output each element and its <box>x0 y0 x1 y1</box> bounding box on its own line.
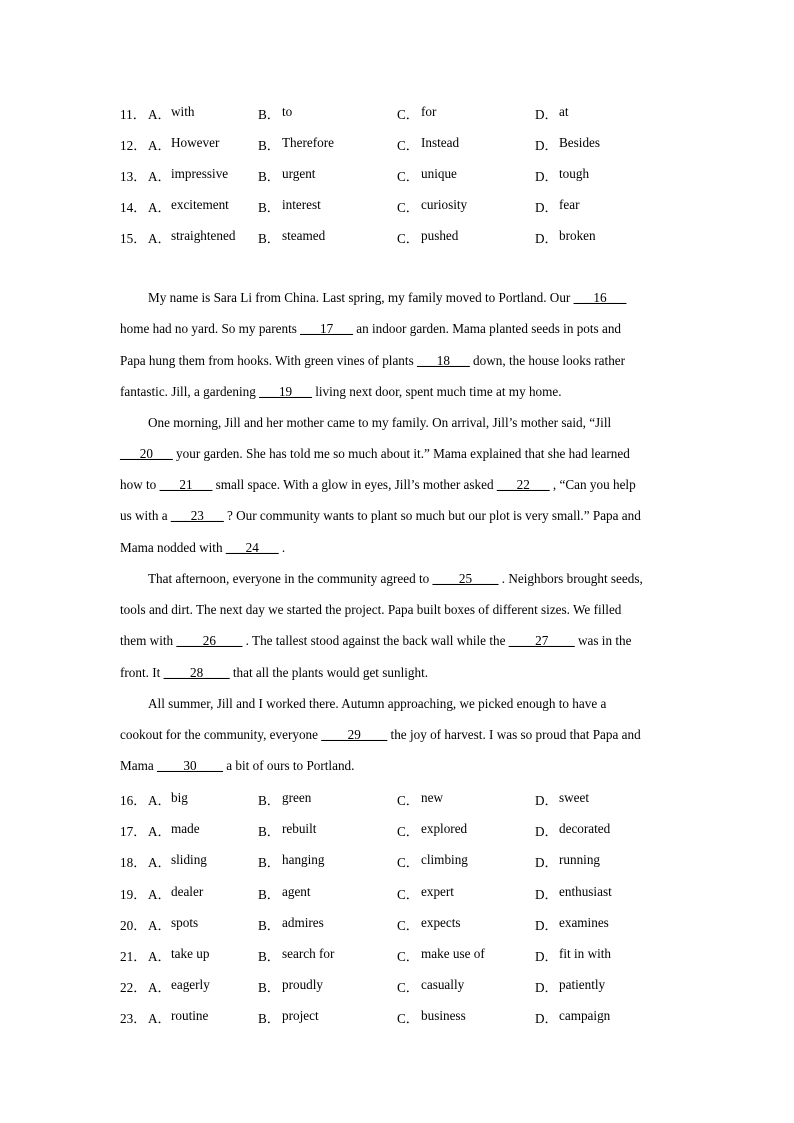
option-b: interest <box>282 197 321 212</box>
option-a: take up <box>171 946 210 961</box>
option-label: C． <box>397 918 419 933</box>
passage-text: them with <box>120 633 177 648</box>
question-number: 18． <box>120 855 147 870</box>
option-a: impressive <box>171 166 229 181</box>
passage-line <box>120 321 680 341</box>
option-b: admires <box>282 915 324 930</box>
option-b: search for <box>282 946 335 961</box>
option-label: A． <box>148 107 171 122</box>
option-label: A． <box>148 231 171 246</box>
option-d: Besides <box>559 135 601 150</box>
option-d: fear <box>559 197 580 212</box>
option-b: rebuilt <box>282 821 317 836</box>
option-b: proudly <box>282 977 324 992</box>
passage-text: your garden. She has told me so much about it.” Mama explained that she had learned <box>172 446 630 461</box>
option-label: C． <box>397 169 419 184</box>
option-label: D． <box>535 200 558 215</box>
passage-text: Papa hung them from hooks. With green vines of plants <box>120 353 417 368</box>
blank-24: ___24___ <box>225 540 279 555</box>
option-label: A． <box>148 169 171 184</box>
option-a: sliding <box>171 852 207 867</box>
passage-text: living next door, spent much time at my home. <box>311 384 562 399</box>
passage-text: , “Can you help <box>549 477 636 492</box>
passage-line <box>120 446 680 466</box>
option-b: urgent <box>282 166 316 181</box>
option-label: C． <box>397 1011 419 1026</box>
option-label: B． <box>258 1011 280 1026</box>
option-label: D． <box>535 107 558 122</box>
question-row <box>0 166 794 186</box>
option-label: B． <box>258 824 280 839</box>
passage-text: . The tallest stood against the back wall while the <box>242 633 509 648</box>
passage-text: One morning, Jill and her mother came to my family. On arrival, Jill’s mother said, “Jill <box>148 415 612 430</box>
question-number: 12． <box>120 138 147 153</box>
option-label: C． <box>397 793 419 808</box>
passage-line <box>120 508 680 528</box>
blank-28: ____28____ <box>163 665 230 680</box>
question-number: 13． <box>120 169 147 184</box>
option-a: straightened <box>171 228 236 243</box>
option-label: D． <box>535 231 558 246</box>
option-label: B． <box>258 169 280 184</box>
option-d: sweet <box>559 790 590 805</box>
question-number: 22． <box>120 980 147 995</box>
option-b: steamed <box>282 228 326 243</box>
option-label: D． <box>535 793 558 808</box>
option-d: enthusiast <box>559 884 612 899</box>
passage-text: small space. With a glow in eyes, Jill’s mother asked <box>212 477 497 492</box>
passage-line <box>148 415 680 435</box>
question-row <box>0 852 794 872</box>
option-a: spots <box>171 915 199 930</box>
option-a: eagerly <box>171 977 210 992</box>
question-row <box>0 790 794 810</box>
option-label: A． <box>148 918 171 933</box>
option-c: expert <box>421 884 454 899</box>
question-row <box>0 946 794 966</box>
option-label: A． <box>148 887 171 902</box>
option-label: D． <box>535 824 558 839</box>
option-c: expects <box>421 915 461 930</box>
option-d: tough <box>559 166 590 181</box>
option-label: C． <box>397 887 419 902</box>
passage-text: My name is Sara Li from China. Last spring, my family moved to Portland. Our <box>148 290 574 305</box>
option-c: casually <box>421 977 465 992</box>
option-label: B． <box>258 980 280 995</box>
question-number: 16． <box>120 793 147 808</box>
passage-text: was in the <box>574 633 632 648</box>
passage-text: home had no yard. So my parents <box>120 321 301 336</box>
option-label: B． <box>258 793 280 808</box>
option-c: pushed <box>421 228 459 243</box>
option-a: made <box>171 821 200 836</box>
passage-text: . Neighbors brought seeds, <box>498 571 643 586</box>
option-d: running <box>559 852 601 867</box>
option-d: patiently <box>559 977 606 992</box>
option-label: C． <box>397 949 419 964</box>
option-label: C． <box>397 200 419 215</box>
option-b: agent <box>282 884 311 899</box>
question-number: 23． <box>120 1011 147 1026</box>
option-label: B． <box>258 949 280 964</box>
question-row <box>0 977 794 997</box>
passage-text: down, the house looks rather <box>469 353 626 368</box>
question-number: 15． <box>120 231 147 246</box>
passage-text: Mama nodded with <box>120 540 226 555</box>
option-label: B． <box>258 855 280 870</box>
option-a: excitement <box>171 197 229 212</box>
option-label: A． <box>148 1011 171 1026</box>
option-label: A． <box>148 200 171 215</box>
option-label: C． <box>397 855 419 870</box>
passage-line <box>120 665 680 685</box>
passage-line <box>120 353 680 373</box>
option-a: However <box>171 135 220 150</box>
passage-text: how to <box>120 477 160 492</box>
option-label: A． <box>148 949 171 964</box>
option-b: to <box>282 104 293 119</box>
blank-19: ___19___ <box>259 384 312 399</box>
option-label: A． <box>148 138 171 153</box>
passage-text: an indoor garden. Mama planted seeds in pots and <box>352 321 622 336</box>
blank-17: ___17___ <box>300 321 353 336</box>
passage-text: a bit of ours to Portland. <box>222 758 355 773</box>
question-number: 11． <box>120 107 146 122</box>
option-c: business <box>421 1008 466 1023</box>
passage-line <box>120 758 680 778</box>
option-label: B． <box>258 231 280 246</box>
option-b: hanging <box>282 852 325 867</box>
option-c: for <box>421 104 437 119</box>
option-label: D． <box>535 169 558 184</box>
passage-text: cookout for the community, everyone <box>120 727 322 742</box>
passage-line <box>120 540 680 560</box>
question-number: 14． <box>120 200 147 215</box>
passage-line <box>120 477 680 497</box>
passage-text: tools and dirt. The next day we started the project. Papa built boxes of different sizes. We filled <box>120 602 622 617</box>
option-b: project <box>282 1008 319 1023</box>
passage-line <box>120 384 680 404</box>
passage-line <box>148 696 680 716</box>
blank-18: ___18___ <box>417 353 470 368</box>
question-number: 17． <box>120 824 147 839</box>
option-a: big <box>171 790 188 805</box>
option-label: D． <box>535 138 558 153</box>
option-c: explored <box>421 821 468 836</box>
option-c: new <box>421 790 443 805</box>
option-label: A． <box>148 980 171 995</box>
question-number: 20． <box>120 918 147 933</box>
option-a: dealer <box>171 884 204 899</box>
passage-text: fantastic. Jill, a gardening <box>120 384 260 399</box>
option-label: A． <box>148 793 171 808</box>
passage-text: us with a <box>120 508 171 523</box>
option-label: C． <box>397 138 419 153</box>
option-a: with <box>171 104 195 119</box>
question-row <box>0 915 794 935</box>
option-c: climbing <box>421 852 468 867</box>
blank-30: ____30____ <box>157 758 223 773</box>
option-label: D． <box>535 918 558 933</box>
option-label: C． <box>397 824 419 839</box>
question-row <box>0 884 794 904</box>
question-row <box>0 821 794 841</box>
option-d: broken <box>559 228 596 243</box>
blank-20: ___20___ <box>120 446 173 461</box>
option-label: A． <box>148 855 171 870</box>
blank-23: ___23___ <box>170 508 224 523</box>
passage-text: Mama <box>120 758 157 773</box>
blank-21: ___21___ <box>159 477 213 492</box>
option-c: Instead <box>421 135 460 150</box>
passage-line <box>148 290 680 310</box>
option-d: decorated <box>559 821 611 836</box>
blank-29: ____29____ <box>321 727 388 742</box>
question-row <box>0 228 794 248</box>
option-label: D． <box>535 949 558 964</box>
blank-27: ____27____ <box>508 633 575 648</box>
option-label: D． <box>535 855 558 870</box>
blank-22: ___22___ <box>496 477 550 492</box>
option-label: B． <box>258 200 280 215</box>
passage-text: that all the plants would get sunlight. <box>229 665 429 680</box>
option-c: unique <box>421 166 457 181</box>
option-label: C． <box>397 107 419 122</box>
option-b: Therefore <box>282 135 334 150</box>
blank-26: ____26____ <box>176 633 243 648</box>
option-d: at <box>559 104 569 119</box>
option-label: C． <box>397 231 419 246</box>
blank-25: ____25____ <box>432 571 499 586</box>
passage-text: ? Our community wants to plant so much but our plot is very small.” Papa and <box>223 508 641 523</box>
passage-line <box>120 633 680 653</box>
option-a: routine <box>171 1008 209 1023</box>
option-label: B． <box>258 918 280 933</box>
option-d: examines <box>559 915 609 930</box>
option-label: C． <box>397 980 419 995</box>
option-b: green <box>282 790 312 805</box>
question-row <box>0 1008 794 1028</box>
passage-text: front. It <box>120 665 164 680</box>
option-c: make use of <box>421 946 485 961</box>
option-label: D． <box>535 1011 558 1026</box>
blank-16: ___16___ <box>573 290 627 305</box>
question-row <box>0 197 794 217</box>
option-label: B． <box>258 138 280 153</box>
question-row <box>0 104 794 124</box>
option-label: D． <box>535 980 558 995</box>
question-number: 19． <box>120 887 147 902</box>
passage-text: All summer, Jill and I worked there. Autumn approaching, we picked enough to have a <box>148 696 607 711</box>
option-d: fit in with <box>559 946 612 961</box>
option-d: campaign <box>559 1008 611 1023</box>
passage-line <box>120 602 680 622</box>
passage-text: That afternoon, everyone in the community agreed to <box>148 571 433 586</box>
passage-line <box>120 727 680 747</box>
passage-text: . <box>278 540 286 555</box>
question-row <box>0 135 794 155</box>
passage-line <box>148 571 680 591</box>
option-label: B． <box>258 887 280 902</box>
question-number: 21． <box>120 949 147 964</box>
option-label: A． <box>148 824 171 839</box>
option-label: B． <box>258 107 280 122</box>
option-c: curiosity <box>421 197 468 212</box>
passage-text: the joy of harvest. I was so proud that Papa and <box>387 727 641 742</box>
option-label: D． <box>535 887 558 902</box>
